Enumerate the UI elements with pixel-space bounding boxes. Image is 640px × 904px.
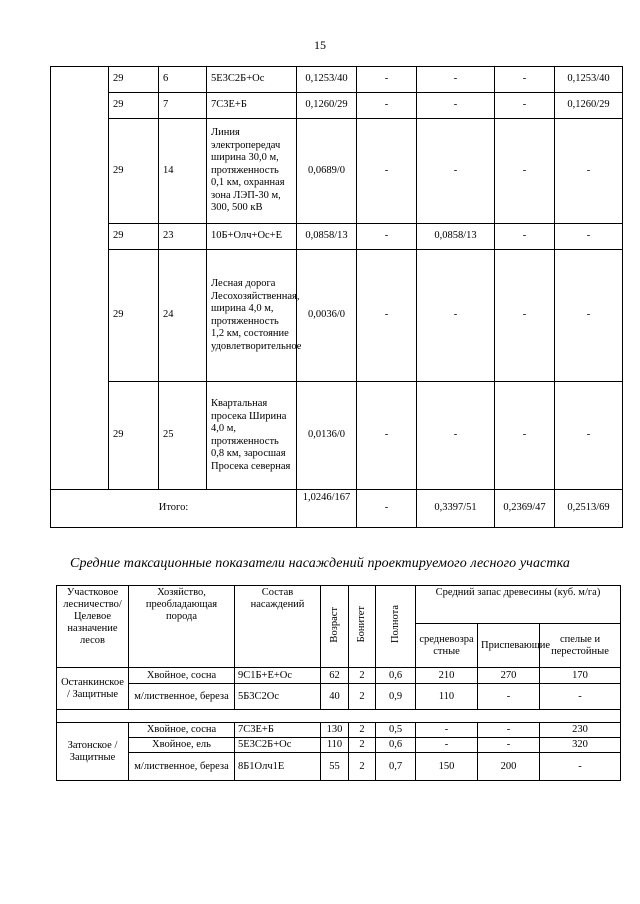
page-number: 15 [314,38,326,52]
header-stock: Средний запас древесины (куб. м/га) [416,586,621,624]
age-cell: 55 [321,753,349,781]
value-cell: - [495,119,555,224]
table-row [51,224,623,250]
allocation-table [50,66,623,528]
value-cell: 0,0858/13 [417,224,495,250]
total-cell: 0,0136/0 [297,382,357,490]
value-cell: - [555,119,623,224]
vydel-cell: 25 [159,382,207,490]
density-cell: 0,9 [376,684,416,710]
vydel-cell: 23 [159,224,207,250]
age-cell: 62 [321,668,349,684]
header-density: Полнота [389,605,401,644]
table-row [57,723,621,738]
header-forestry: Участковое лесничество/ Целевое назначение лесов [57,586,129,668]
stock-cell: - [540,684,621,710]
economy-cell: м/лиственное, береза [129,753,235,781]
value-cell: - [495,93,555,119]
stock-cell: - [478,738,540,753]
value-cell: - [357,382,417,490]
table-row [51,67,623,93]
value-cell: - [357,490,417,528]
economy-cell: Хвойное, сосна [129,668,235,684]
total-cell: 0,0858/13 [297,224,357,250]
density-cell: 0,7 [376,753,416,781]
vydel-cell: 7 [159,93,207,119]
value-cell: - [357,250,417,382]
descr-cell: 10Б+Олч+Ос+Е [207,224,297,250]
table-row [51,250,623,382]
value-cell: - [417,382,495,490]
composition-cell: 5Е3С2Б+Ос [235,738,321,753]
kv-cell: 29 [109,250,159,382]
value-cell: - [495,250,555,382]
header-bonitet: Бонитет [356,606,367,643]
bonitet-cell: 2 [349,723,376,738]
stock-cell: - [540,753,621,781]
total-label: Итого: [51,490,297,528]
economy-cell: м/лиственное, береза [129,684,235,710]
table-row [51,119,623,224]
forestry-cell: Затонское / Защитные [57,723,129,781]
kv-cell: 29 [109,93,159,119]
stock-cell: 110 [416,684,478,710]
value-cell: - [417,67,495,93]
density-cell: 0,6 [376,668,416,684]
vydel-cell: 24 [159,250,207,382]
kv-cell: 29 [109,67,159,93]
value-cell: - [357,119,417,224]
header-mature: спелые и перестойные [540,624,621,668]
header-bonitet-cell [349,586,376,668]
table-row [51,93,623,119]
kv-cell: 29 [109,119,159,224]
value-cell: - [495,67,555,93]
table-row [57,668,621,684]
header-age-cell [321,586,349,668]
table-row [57,684,621,710]
bonitet-cell: 2 [349,738,376,753]
descr-cell: 7С3Е+Б [207,93,297,119]
table-row [51,382,623,490]
header-composition: Состав насаждений [235,586,321,668]
value-cell: - [417,93,495,119]
value-cell: - [555,382,623,490]
bonitet-cell: 2 [349,753,376,781]
kv-cell: 29 [109,224,159,250]
bonitet-cell: 2 [349,684,376,710]
value-cell: - [357,67,417,93]
table-row [57,738,621,753]
section-title: Средние таксационные показатели насаждений проектируемого лесного участка [70,556,570,571]
value-cell: - [495,224,555,250]
total-cell: 0,0036/0 [297,250,357,382]
kv-cell: 29 [109,382,159,490]
value-cell: 0,2369/47 [495,490,555,528]
composition-cell: 7С3Е+Б [235,723,321,738]
forestry-cell: Останкинское / Защитные [57,668,129,710]
descr-cell: 5Е3С2Б+Ос [207,67,297,93]
header-row [57,586,621,624]
value-cell: - [417,119,495,224]
stock-cell: 200 [478,753,540,781]
stock-cell: 210 [416,668,478,684]
economy-cell: Хвойное, ель [129,738,235,753]
header-middle-aged: средневозрастные [416,624,478,668]
value-cell: 0,2513/69 [555,490,623,528]
stock-cell: - [478,723,540,738]
header-maturing: Приспевающие [478,624,540,668]
total-cell: 0,1260/29 [297,93,357,119]
stand-indicators-table [56,585,621,781]
stock-cell: - [416,738,478,753]
density-cell: 0,6 [376,738,416,753]
header-age: Возраст [328,606,340,643]
value-cell: - [357,93,417,119]
descr-cell: Лесная дорога Лесохозяйственная, ширина 4,0 м, протяженность 1,2 км, состояние удовлетворительное [207,250,297,382]
total-cell: 1,0246/167 [297,490,357,528]
stock-cell: - [416,723,478,738]
merged-cell [51,67,109,490]
age-cell: 110 [321,738,349,753]
stock-cell: 170 [540,668,621,684]
value-cell: 0,1253/40 [555,67,623,93]
stock-cell: 230 [540,723,621,738]
stock-cell: 150 [416,753,478,781]
composition-cell: 9С1Б+Е+Ос [235,668,321,684]
descr-cell: Квартальная просека Ширина 4,0 м, протяженность 0,8 км, заросшая Просека северная [207,382,297,490]
stock-cell: 320 [540,738,621,753]
stock-cell: 270 [478,668,540,684]
economy-cell: Хвойное, сосна [129,723,235,738]
header-density-cell [376,586,416,668]
header-economy: Хозяйство, преобладающая порода [129,586,235,668]
value-cell: - [495,382,555,490]
total-row [51,490,623,528]
total-cell: 0,0689/0 [297,119,357,224]
composition-cell: 5Б3С2Ос [235,684,321,710]
value-cell: - [555,250,623,382]
age-cell: 130 [321,723,349,738]
total-cell: 0,1253/40 [297,67,357,93]
value-cell: - [417,250,495,382]
bonitet-cell: 2 [349,668,376,684]
descr-cell: Линия электропередач ширина 30,0 м, протяженность 0,1 км, охранная зона ЛЭП-30 м, 300, 500 кВ [207,119,297,224]
spacer-cell [57,710,621,723]
value-cell: - [357,224,417,250]
age-cell: 40 [321,684,349,710]
spacer-row [57,710,621,723]
table-row [57,753,621,781]
value-cell: - [555,224,623,250]
value-cell: 0,1260/29 [555,93,623,119]
vydel-cell: 6 [159,67,207,93]
value-cell: 0,3397/51 [417,490,495,528]
density-cell: 0,5 [376,723,416,738]
vydel-cell: 14 [159,119,207,224]
stock-cell: - [478,684,540,710]
composition-cell: 8Б1Олч1Е [235,753,321,781]
